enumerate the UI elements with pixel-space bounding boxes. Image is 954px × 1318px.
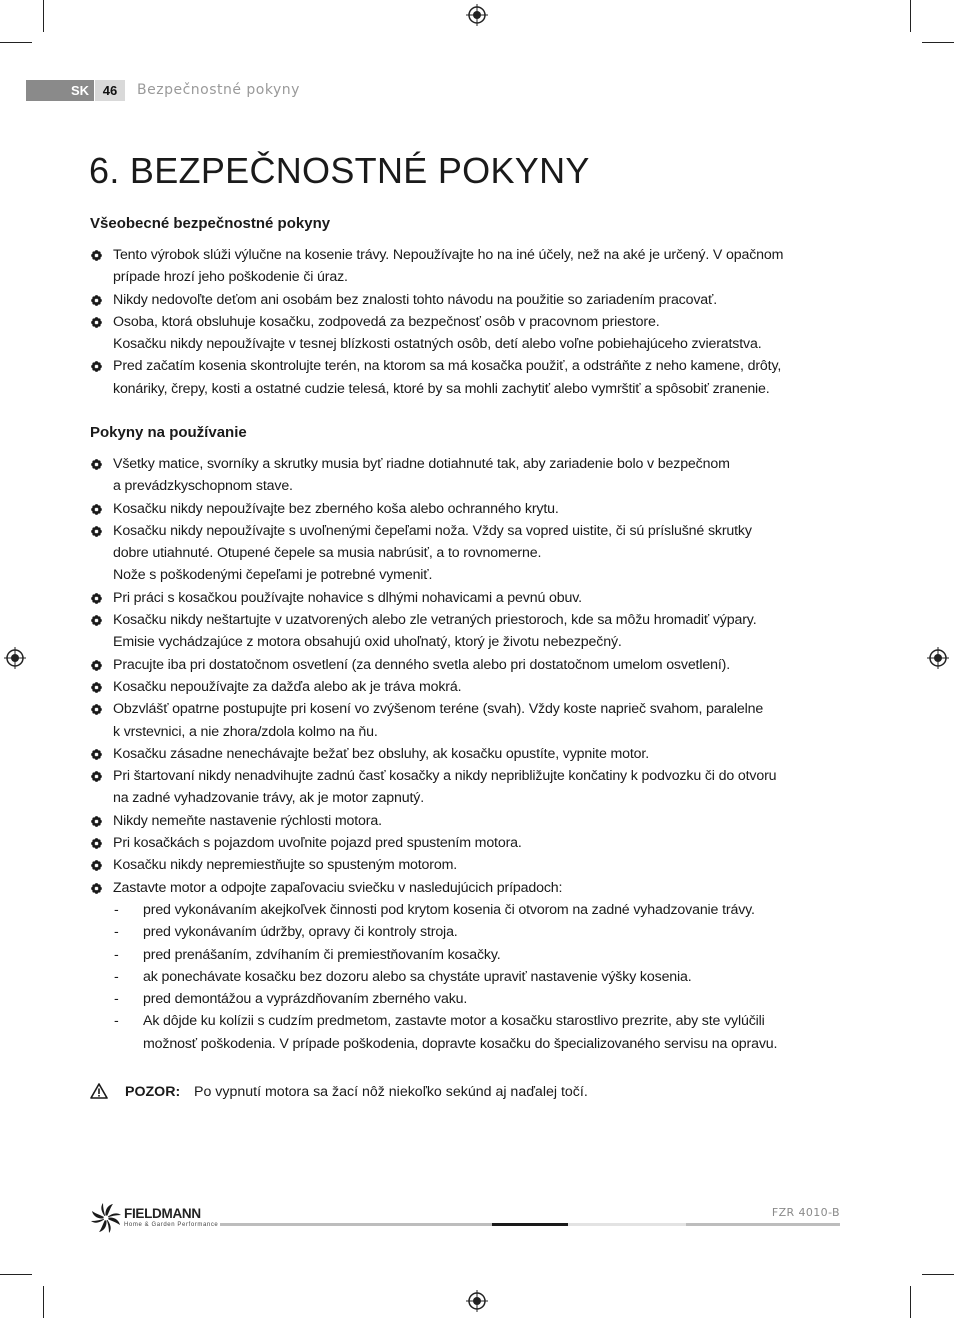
list-item-text: Kosačku nepoužívajte za dažďa alebo ak je tráva mokrá. xyxy=(113,678,462,695)
list-item-text: prípade hrozí jeho poškodenie či úraz. xyxy=(113,269,348,286)
model-number: FZR 4010-B xyxy=(771,1206,840,1219)
list-item xyxy=(90,311,840,356)
header-section-title: Bezpečnostné pokyny xyxy=(137,82,300,98)
list-item-text: Obzvlášť opatrne postupujte pri kosení vo zvýšenom teréne (svah). Vždy koste naprieč svahom, paralelne xyxy=(113,701,764,718)
flower-bullet-icon xyxy=(91,459,102,470)
list-item xyxy=(90,698,840,743)
flower-bullet-icon xyxy=(91,593,102,604)
flower-bullet-icon xyxy=(91,749,102,760)
general-safety-list xyxy=(90,244,840,400)
list-item-text: Nikdy nedovoľte deťom ani osobám bez znalosti tohto návodu na použitie so zariadením pracovať. xyxy=(113,291,718,308)
sub-list xyxy=(113,899,840,1055)
sub-list-item xyxy=(113,921,840,943)
flower-bullet-icon xyxy=(91,526,102,537)
sub-list-item-text: ak ponechávate kosačku bez dozoru alebo sa chystáte upraviť nastavenie výšky kosenia. xyxy=(143,968,692,985)
crop-mark xyxy=(910,1286,911,1318)
flower-bullet-icon xyxy=(91,250,102,261)
sub-list-item-text: Ak dôjde ku kolízii s cudzím predmetom, zastavte motor a kosačku starostlivo prezrite, aby ste vylúčili xyxy=(143,1013,765,1030)
list-item-text: Tento výrobok slúži výlučne na kosenie trávy. Nepoužívajte ho na iné účely, než na aké je určený. V opačnom xyxy=(113,247,784,263)
list-item xyxy=(90,877,840,1055)
list-item xyxy=(90,498,840,520)
footer-rule-segment xyxy=(492,1223,568,1226)
list-item xyxy=(90,355,840,400)
sub-list-item-text: pred prenášaním, zdvíhaním či premiestňovaním kosačky. xyxy=(143,946,501,963)
registration-mark-icon xyxy=(4,647,26,669)
list-item-text: Nikdy nemeňte nastavenie rýchlosti motora. xyxy=(113,812,382,829)
section-heading-general: Všeobecné bezpečnostné pokyny xyxy=(90,215,331,232)
list-item-text: Všetky matice, svorníky a skrutky musia byť riadne dotiahnuté tak, aby zariadenie bolo v bezpečnom xyxy=(113,456,730,472)
list-item-text: konáriky, črepy, kosti a ostatné cudzie telesá, ktoré by sa mohli zachytiť alebo vymrštiť a spôsobiť zranenie. xyxy=(113,380,770,397)
list-item-text: Kosačku nikdy nepoužívajte bez zberného koša alebo ochranného krytu. xyxy=(113,500,559,517)
flower-bullet-icon xyxy=(91,504,102,515)
list-item xyxy=(90,520,840,587)
dash-marker: - xyxy=(114,924,119,941)
flower-bullet-icon xyxy=(91,295,102,306)
list-item-text: Pred začatím kosenia skontrolujte terén, na ktorom sa má kosačka použiť, a odstráňte z neho kamene, drôty, xyxy=(113,358,782,375)
flower-bullet-icon xyxy=(91,361,102,372)
list-item xyxy=(90,654,840,676)
list-item xyxy=(90,810,840,832)
list-item-text: a prevádzkyschopnom stave. xyxy=(113,478,293,495)
crop-mark xyxy=(43,0,44,32)
list-item-text: na zadné vyhadzovanie trávy, ak je motor zapnutý. xyxy=(113,790,424,807)
footer-rule-segment xyxy=(220,1223,492,1226)
crop-mark xyxy=(0,42,32,43)
list-item xyxy=(90,453,840,498)
registration-mark-icon xyxy=(466,1290,488,1312)
flower-bullet-icon xyxy=(91,860,102,871)
sub-list-item xyxy=(113,988,840,1010)
crop-mark xyxy=(922,1274,954,1275)
flower-bullet-icon xyxy=(91,883,102,894)
list-item-text: dobre utiahnuté. Otupené čepele sa musia nabrúsiť, a to rovnomerne. xyxy=(113,545,542,562)
dash-marker: - xyxy=(114,901,119,918)
sub-list-item xyxy=(113,899,840,921)
crop-mark xyxy=(922,42,954,43)
flower-bullet-icon xyxy=(91,704,102,715)
fan-logo-icon xyxy=(90,1202,122,1234)
registration-mark-icon xyxy=(927,647,949,669)
dash-marker: - xyxy=(114,1013,119,1030)
sub-list-item-text: možnosť poškodenia. V prípade poškodenia, dopravte kosačku do špecializovaného servisu na opravu. xyxy=(143,1035,778,1052)
list-item-text: Osoba, ktorá obsluhuje kosačku, zodpovedá za bezpečnosť osôb v pracovnom priestore. xyxy=(113,313,660,330)
page-title: 6. BEZPEČNOSTNÉ POKYNY xyxy=(89,150,590,191)
list-item-text: Pri práci s kosačkou používajte nohavice s dlhými nohavicami a pevnú obuv. xyxy=(113,589,582,606)
dash-marker: - xyxy=(114,968,119,985)
list-item xyxy=(90,765,840,810)
list-item xyxy=(90,832,840,854)
sub-list-item-text: pred vykonávaním akejkoľvek činnosti pod krytom kosenia či otvorom na zadné vyhadzovanie trávy. xyxy=(143,901,755,918)
flower-bullet-icon xyxy=(91,816,102,827)
crop-mark xyxy=(910,0,911,32)
sub-list-item-text: pred demontážou a vyprázdňovaním zberného vaku. xyxy=(143,991,468,1008)
sub-list-item-text: pred vykonávaním údržby, opravy či kontroly stroja. xyxy=(143,924,458,941)
footer-rule-segment xyxy=(686,1223,840,1226)
list-item-text: Nože s poškodenými čepeľami je potrebné vymeniť. xyxy=(113,567,433,584)
list-item-text: Kosačku nikdy nepremiestňujte so spusteným motorom. xyxy=(113,857,458,874)
dash-marker: - xyxy=(114,946,119,963)
footer-rule-segment xyxy=(568,1223,686,1226)
list-item xyxy=(90,289,840,311)
crop-mark xyxy=(0,1274,32,1275)
warning-label: POZOR: xyxy=(125,1084,181,1100)
brand-tagline: Home & Garden Performance xyxy=(124,1222,219,1228)
warning-text: Po vypnutí motora sa žací nôž niekoľko sekúnd aj naďalej točí. xyxy=(194,1084,588,1100)
list-item-text: Pracujte iba pri dostatočnom osvetlení (za denného svetla alebo pri dostatočnom umelom osvetlení). xyxy=(113,656,730,673)
list-item xyxy=(90,587,840,609)
list-item xyxy=(90,854,840,876)
sub-list-item xyxy=(113,1010,840,1055)
list-item xyxy=(90,244,840,289)
section-heading-usage: Pokyny na používanie xyxy=(90,424,247,441)
list-item-text: k vrstevnici, a nie zhora/zdola kolmo na ňu. xyxy=(113,723,378,740)
flower-bullet-icon xyxy=(91,615,102,626)
list-item-text: Emisie vychádzajúce z motora obsahujú oxid uhoľnatý, ktorý je životu nebezpečný. xyxy=(113,634,622,651)
list-item-text: Kosačku zásadne nenechávajte bežať bez obsluhy, ak kosačku opustíte, vypnite motor. xyxy=(113,745,650,762)
flower-bullet-icon xyxy=(91,682,102,693)
list-item-text: Kosačku nikdy neštartujte v uzatvorených alebo zle vetraných priestoroch, kde sa môžu hromadiť výpary. xyxy=(113,612,757,629)
dash-marker: - xyxy=(114,991,119,1008)
crop-mark xyxy=(43,1286,44,1318)
list-item xyxy=(90,676,840,698)
brand-name: FIELDMANN xyxy=(124,1206,201,1221)
list-item-text: Kosačku nikdy nepoužívajte s uvoľnenými čepeľami noža. Vždy sa vopred uistite, či sú príslušné skrutky xyxy=(113,522,752,539)
flower-bullet-icon xyxy=(91,660,102,671)
warning-triangle-icon xyxy=(90,1083,108,1099)
usage-instructions-list xyxy=(90,453,840,1055)
sub-list-item xyxy=(113,944,840,966)
header-language: SK xyxy=(70,83,90,98)
list-item xyxy=(90,609,840,654)
flower-bullet-icon xyxy=(91,771,102,782)
sub-list-item xyxy=(113,966,840,988)
list-item-text: Pri štartovaní nikdy nenadvihujte zadnú časť kosačky a nikdy nepribližujte končatiny k podvozku či do otvoru xyxy=(113,768,777,785)
flower-bullet-icon xyxy=(91,317,102,328)
list-item-text: Zastavte motor a odpojte zapaľovaciu sviečku v nasledujúcich prípadoch: xyxy=(113,879,563,896)
header-page-number: 46 xyxy=(95,80,125,101)
list-item-text: Kosačku nikdy nepoužívajte v tesnej blízkosti ostatných osôb, detí alebo voľne pobiehajúceho zvieratstva. xyxy=(113,336,762,353)
flower-bullet-icon xyxy=(91,838,102,849)
registration-mark-icon xyxy=(466,4,488,26)
list-item-text: Pri kosačkách s pojazdom uvoľnite pojazd pred spustením motora. xyxy=(113,835,522,852)
list-item xyxy=(90,743,840,765)
